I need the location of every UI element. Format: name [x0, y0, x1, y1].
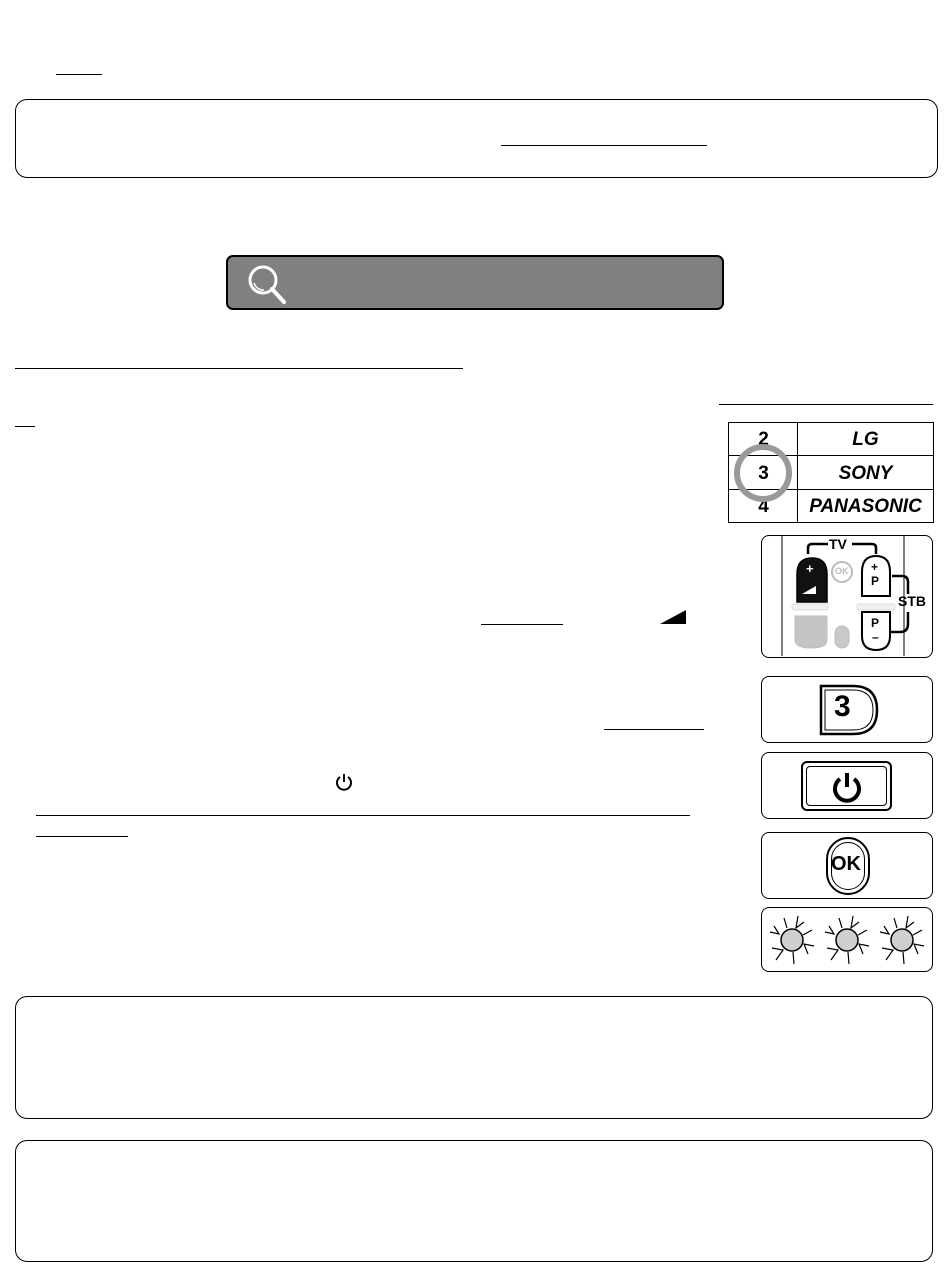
- code-number: 4: [758, 496, 769, 517]
- channel-minus-label: –: [872, 630, 879, 644]
- ok-button[interactable]: [826, 837, 870, 895]
- blinking-led-icon: [880, 916, 924, 964]
- digit-3-button[interactable]: 3: [834, 690, 851, 723]
- notice-link-underline: [501, 145, 707, 146]
- table-caption-underline: [719, 404, 933, 405]
- power-icon: [831, 771, 863, 803]
- remote-panel-tv-stb: [761, 535, 933, 658]
- blinking-led-icon: [825, 916, 869, 964]
- ok-button-label: OK: [831, 853, 861, 875]
- section-heading-underline: [15, 368, 463, 369]
- note-underline: [36, 815, 690, 816]
- led-blink-panel: [761, 907, 933, 972]
- code-number: 2: [758, 429, 769, 450]
- instruction-underline: [604, 729, 704, 730]
- brand-name: LG: [852, 429, 879, 450]
- power-button[interactable]: [801, 761, 892, 811]
- code-number: 3: [758, 463, 769, 484]
- note-underline: [36, 836, 128, 837]
- notice-box-bottom: [15, 1140, 933, 1262]
- channel-plus-label: +: [871, 560, 879, 574]
- power-icon: [335, 773, 353, 791]
- channel-p-upper-label: P: [871, 574, 880, 588]
- digit-button-panel: [761, 676, 933, 743]
- header-underline: [56, 74, 102, 75]
- stb-label: STB: [898, 593, 926, 609]
- power-button-panel: [761, 752, 933, 819]
- brand-name: SONY: [838, 463, 893, 484]
- ok-faded-label: OK: [835, 566, 849, 576]
- blinking-led-icon: [770, 916, 814, 964]
- selected-code-highlight: [734, 444, 792, 502]
- step-label-underline: [15, 426, 35, 427]
- instruction-underline: [481, 624, 563, 625]
- channel-p-lower-label: P: [871, 616, 880, 630]
- tv-label: TV: [829, 536, 847, 552]
- search-icon: [244, 261, 290, 305]
- volume-ramp-icon: [660, 610, 686, 624]
- led-blink-illustration: [764, 910, 930, 970]
- notice-box-top: [15, 99, 938, 178]
- search-bar[interactable]: [226, 255, 724, 310]
- volume-plus-label: +: [806, 561, 814, 576]
- ok-button-panel: [761, 832, 933, 899]
- notice-box-middle: [15, 996, 933, 1119]
- brand-name: PANASONIC: [809, 496, 922, 517]
